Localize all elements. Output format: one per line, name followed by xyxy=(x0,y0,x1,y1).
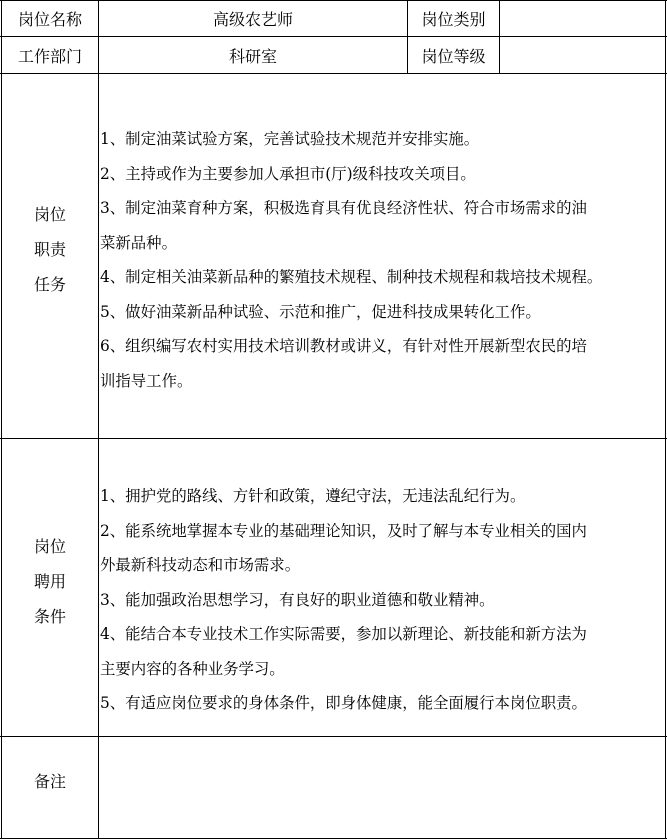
remarks-value xyxy=(99,737,665,838)
table-rule xyxy=(98,0,99,839)
table-border-left xyxy=(1,0,2,839)
list-item: 6、组织编写农村实用技术培训教材或讲义，有针对性开展新型农民的培 xyxy=(100,337,587,355)
list-item: 1、拥护党的路线、方针和政策，遵纪守法，无违法乱纪行为。 xyxy=(100,487,526,505)
department-value: 科研室 xyxy=(228,46,277,66)
list-item: 菜新品种。 xyxy=(100,233,177,252)
list-item: 1、制定油菜试验方案，完善试验技术规范并安排实施。 xyxy=(100,130,480,148)
remarks-label: 备注 xyxy=(33,771,66,791)
post-name-label: 岗位名称 xyxy=(17,10,82,29)
duties-content xyxy=(100,122,666,398)
list-item: 5、有适应岗位要求的身体条件，即身体健康，能全面履行本岗位职责。 xyxy=(100,694,587,712)
duties-label: 岗位 职责 任务 xyxy=(33,205,66,294)
table-border-bottom xyxy=(0,838,667,839)
department-label: 工作部门 xyxy=(17,46,82,66)
list-item: 外最新科技动态和市场需求。 xyxy=(100,556,301,574)
list-item: 4、能结合本专业技术工作实际需要，参加以新理论、新技能和新方法为 xyxy=(100,625,587,643)
list-item: 训指导工作。 xyxy=(100,371,193,390)
list-item: 3、制定油菜育种方案，积极选育具有优良经济性状、符合市场需求的油 xyxy=(100,199,587,217)
list-item: 4、制定相关油菜新品种的繁殖技术规程、制种技术规程和栽培技术规程。 xyxy=(100,268,603,286)
post-name-value: 高级农艺师 xyxy=(212,10,293,29)
post-level-label: 岗位等级 xyxy=(421,46,486,66)
table-rule xyxy=(0,438,667,439)
post-category-label: 岗位类别 xyxy=(421,10,486,29)
list-item: 5、做好油菜新品种试验、示范和推广，促进科技成果转化工作。 xyxy=(100,302,541,321)
list-item: 3、能加强政治思想学习，有良好的职业道德和敬业精神。 xyxy=(100,590,495,609)
conditions-content xyxy=(100,479,666,721)
list-item: 2、主持或作为主要参加人承担市(厅)级科技攻关项目。 xyxy=(100,164,476,183)
post-level-value xyxy=(500,37,665,73)
conditions-label: 岗位 聘用 条件 xyxy=(33,537,66,626)
table-rule xyxy=(0,73,667,74)
post-category-value xyxy=(500,1,665,36)
list-item: 2、能系统地掌握本专业的基础理论知识，及时了解与本专业相关的国内 xyxy=(100,521,587,540)
list-item: 主要内容的各种业务学习。 xyxy=(100,659,285,678)
